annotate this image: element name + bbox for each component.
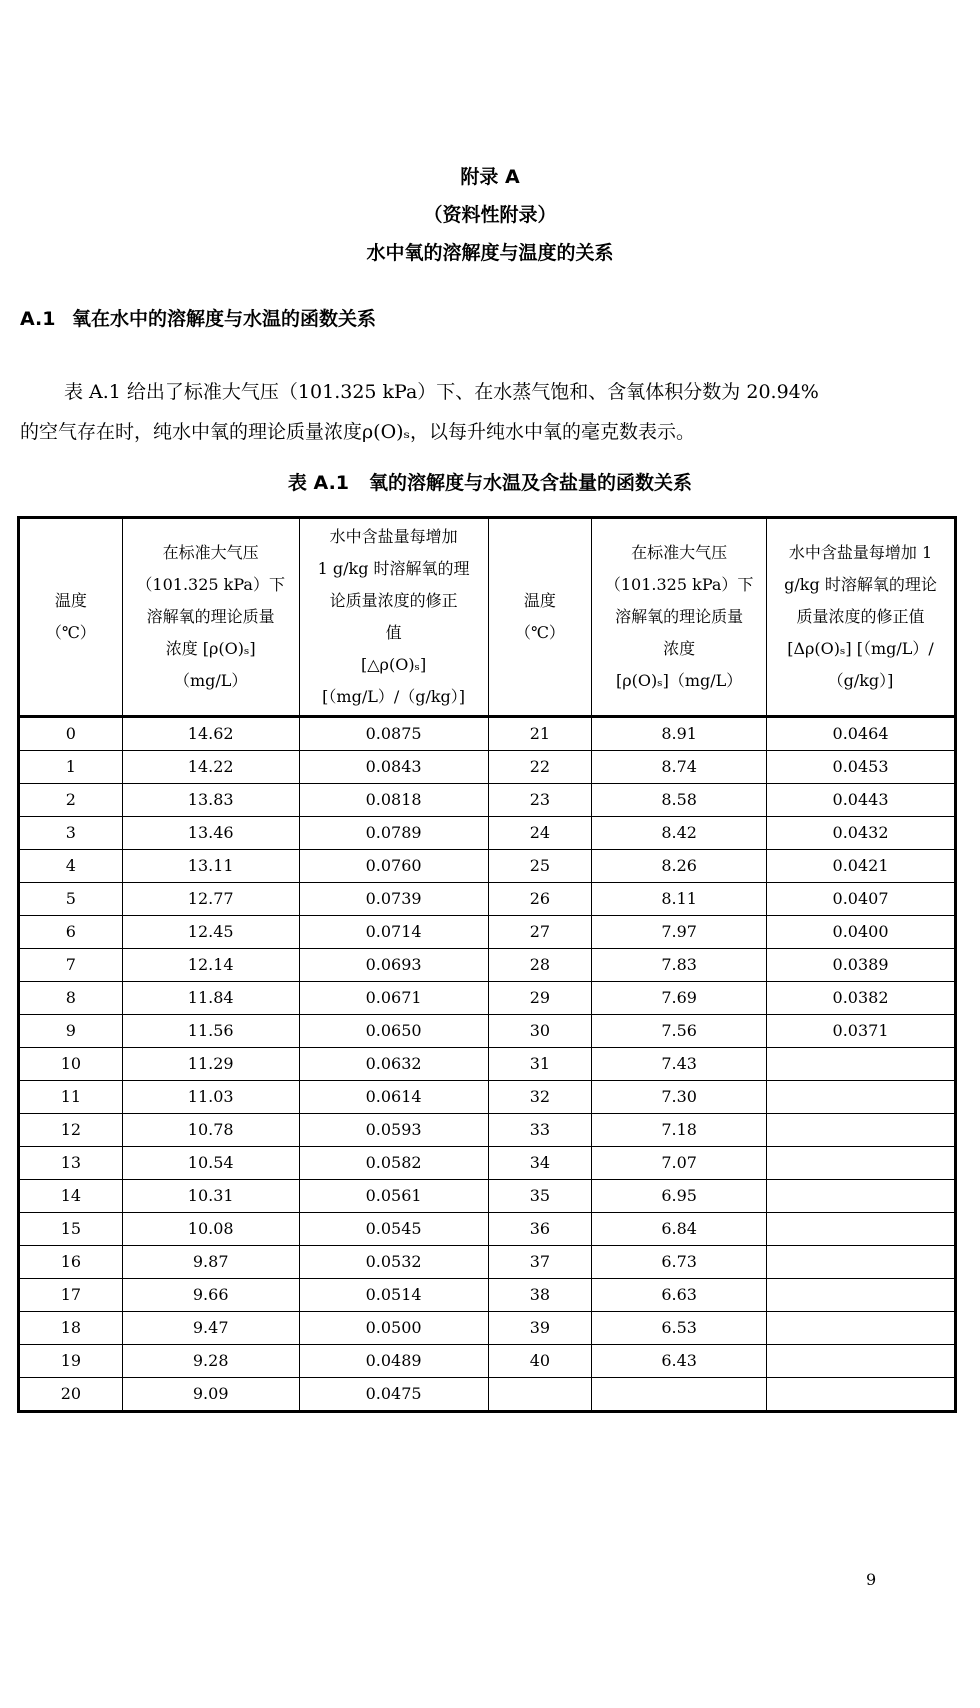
table-cell: 0.0818 xyxy=(299,784,488,817)
table-cell: 0.0532 xyxy=(299,1246,488,1279)
table-cell: 6 xyxy=(19,916,123,949)
table-cell xyxy=(767,1114,956,1147)
table-cell: 9.87 xyxy=(122,1246,299,1279)
table-cell xyxy=(767,1213,956,1246)
table-cell xyxy=(767,1147,956,1180)
table-cell: 39 xyxy=(488,1312,592,1345)
table-cell: 9.28 xyxy=(122,1345,299,1378)
header-temperature-2: 温度 （℃） xyxy=(488,518,592,717)
table-cell: 7.56 xyxy=(592,1015,767,1048)
table-cell: 10.08 xyxy=(122,1213,299,1246)
table-cell: 40 xyxy=(488,1345,592,1378)
table-cell: 13.83 xyxy=(122,784,299,817)
table-row xyxy=(19,1279,956,1312)
table-cell: 8.42 xyxy=(592,817,767,850)
table-cell: 6.95 xyxy=(592,1180,767,1213)
table-cell: 13 xyxy=(19,1147,123,1180)
header-concentration-2: 在标准大气压 （101.325 kPa）下 溶解氧的理论质量 浓度 [ρ(O)ₛ]（mg/L） xyxy=(592,518,767,717)
table-cell xyxy=(767,1246,956,1279)
table-cell: 36 xyxy=(488,1213,592,1246)
table-cell: 0.0514 xyxy=(299,1279,488,1312)
table-cell: 9.66 xyxy=(122,1279,299,1312)
table-cell: 5 xyxy=(19,883,123,916)
table-cell: 0.0545 xyxy=(299,1213,488,1246)
table-cell xyxy=(767,1312,956,1345)
table-cell: 6.84 xyxy=(592,1213,767,1246)
table-row xyxy=(19,784,956,817)
table-cell: 0.0475 xyxy=(299,1378,488,1412)
table-row xyxy=(19,1048,956,1081)
table-cell: 10 xyxy=(19,1048,123,1081)
header-correction: 水中含盐量每增加 1 g/kg 时溶解氧的理 论质量浓度的修正 值 [△ρ(O)ₛ] [（mg/L）/（g/kg）] xyxy=(299,518,488,717)
solubility-table xyxy=(17,516,957,1413)
table-cell: 10.31 xyxy=(122,1180,299,1213)
table-cell: 37 xyxy=(488,1246,592,1279)
table-cell: 11.56 xyxy=(122,1015,299,1048)
header-correction-2: 水中含盐量每增加 1 g/kg 时溶解氧的理论 质量浓度的修正值 [Δρ(O)ₛ] [（mg/L）/ （g/kg）] xyxy=(767,518,956,717)
table-cell: 6.63 xyxy=(592,1279,767,1312)
table-cell: 21 xyxy=(488,717,592,751)
table-cell: 0.0561 xyxy=(299,1180,488,1213)
table-cell: 0.0714 xyxy=(299,916,488,949)
table-cell: 9.47 xyxy=(122,1312,299,1345)
table-cell: 0.0371 xyxy=(767,1015,956,1048)
table-cell: 15 xyxy=(19,1213,123,1246)
table-cell: 7.83 xyxy=(592,949,767,982)
table-cell: 0.0582 xyxy=(299,1147,488,1180)
table-row xyxy=(19,1312,956,1345)
section-number: A.1 xyxy=(20,308,56,330)
table-row xyxy=(19,1378,956,1412)
table-row xyxy=(19,1213,956,1246)
table-cell: 0.0421 xyxy=(767,850,956,883)
header-temperature: 温度 （℃） xyxy=(19,518,123,717)
table-cell: 27 xyxy=(488,916,592,949)
table-cell: 3 xyxy=(19,817,123,850)
table-cell: 26 xyxy=(488,883,592,916)
table-cell: 6.73 xyxy=(592,1246,767,1279)
table-cell: 0.0382 xyxy=(767,982,956,1015)
table-cell: 0.0389 xyxy=(767,949,956,982)
table-cell: 0.0843 xyxy=(299,751,488,784)
table-cell: 1 xyxy=(19,751,123,784)
table-cell: 10.54 xyxy=(122,1147,299,1180)
table-cell: 14.22 xyxy=(122,751,299,784)
table-cell: 11.84 xyxy=(122,982,299,1015)
table-cell: 19 xyxy=(19,1345,123,1378)
table-row xyxy=(19,916,956,949)
page-number: 9 xyxy=(866,1570,877,1589)
appendix-subtitle: 水中氧的溶解度与温度的关系 xyxy=(366,242,614,264)
table-cell: 12.14 xyxy=(122,949,299,982)
table-cell: 7.18 xyxy=(592,1114,767,1147)
table-cell: 9 xyxy=(19,1015,123,1048)
table-cell: 7.43 xyxy=(592,1048,767,1081)
body-paragraph xyxy=(20,372,940,452)
table-cell: 20 xyxy=(19,1378,123,1412)
table-cell xyxy=(767,1081,956,1114)
table-cell xyxy=(767,1345,956,1378)
table-cell: 0.0593 xyxy=(299,1114,488,1147)
table-cell: 0.0632 xyxy=(299,1048,488,1081)
table-cell: 33 xyxy=(488,1114,592,1147)
section-heading xyxy=(20,304,376,331)
table-row xyxy=(19,1015,956,1048)
table-cell: 7.07 xyxy=(592,1147,767,1180)
table-cell: 34 xyxy=(488,1147,592,1180)
table-cell: 11.03 xyxy=(122,1081,299,1114)
table-caption-number: 表 A.1 xyxy=(287,472,350,494)
table-cell: 0.0789 xyxy=(299,817,488,850)
appendix-title: 附录 A xyxy=(460,166,520,188)
table-row xyxy=(19,817,956,850)
table-cell: 38 xyxy=(488,1279,592,1312)
table-cell: 0.0400 xyxy=(767,916,956,949)
table-cell: 0.0489 xyxy=(299,1345,488,1378)
table-cell: 17 xyxy=(19,1279,123,1312)
table-cell: 22 xyxy=(488,751,592,784)
table-cell: 7.69 xyxy=(592,982,767,1015)
table-cell: 23 xyxy=(488,784,592,817)
table-row xyxy=(19,751,956,784)
table-cell: 0.0464 xyxy=(767,717,956,751)
table-cell: 35 xyxy=(488,1180,592,1213)
table-cell: 32 xyxy=(488,1081,592,1114)
table-header-row xyxy=(19,518,956,717)
table-cell: 10.78 xyxy=(122,1114,299,1147)
table-cell: 14 xyxy=(19,1180,123,1213)
appendix-heading xyxy=(0,158,980,272)
table-cell: 11.29 xyxy=(122,1048,299,1081)
table-cell: 8.74 xyxy=(592,751,767,784)
table-row xyxy=(19,949,956,982)
table-cell: 7.97 xyxy=(592,916,767,949)
table-cell: 0.0443 xyxy=(767,784,956,817)
table-cell: 0.0739 xyxy=(299,883,488,916)
table-cell: 31 xyxy=(488,1048,592,1081)
table-cell: 7 xyxy=(19,949,123,982)
table-cell xyxy=(488,1378,592,1412)
table-cell: 12.45 xyxy=(122,916,299,949)
table-cell: 0.0693 xyxy=(299,949,488,982)
table-cell: 13.46 xyxy=(122,817,299,850)
section-title: 氧在水中的溶解度与水温的函数关系 xyxy=(72,308,377,330)
appendix-nature: （资料性附录） xyxy=(423,204,557,226)
table-row xyxy=(19,1147,956,1180)
table-cell: 6.53 xyxy=(592,1312,767,1345)
header-concentration: 在标准大气压 （101.325 kPa）下 溶解氧的理论质量 浓度 [ρ(O)ₛ] （mg/L） xyxy=(122,518,299,717)
table-row xyxy=(19,1246,956,1279)
table-cell: 8.58 xyxy=(592,784,767,817)
table-cell xyxy=(767,1279,956,1312)
table-cell: 0.0453 xyxy=(767,751,956,784)
table-cell: 8.26 xyxy=(592,850,767,883)
table-caption xyxy=(0,468,980,495)
paragraph-line-2: 的空气存在时，纯水中氧的理论质量浓度ρ(O)ₛ，以每升纯水中氧的毫克数表示。 xyxy=(20,421,695,443)
table-cell: 11 xyxy=(19,1081,123,1114)
table-cell: 0 xyxy=(19,717,123,751)
table-cell: 14.62 xyxy=(122,717,299,751)
table-cell: 29 xyxy=(488,982,592,1015)
paragraph-line-1: 表 A.1 给出了标准大气压（101.325 kPa）下、在水蒸气饱和、含氧体积分数为 20.94% xyxy=(64,381,819,403)
table-cell: 0.0407 xyxy=(767,883,956,916)
table-row xyxy=(19,982,956,1015)
table-cell: 24 xyxy=(488,817,592,850)
table-cell: 7.30 xyxy=(592,1081,767,1114)
table-cell: 0.0614 xyxy=(299,1081,488,1114)
table-row xyxy=(19,717,956,751)
table-row xyxy=(19,1180,956,1213)
table-cell xyxy=(592,1378,767,1412)
table-cell: 13.11 xyxy=(122,850,299,883)
table-cell: 8.11 xyxy=(592,883,767,916)
table-cell xyxy=(767,1378,956,1412)
table-cell: 0.0432 xyxy=(767,817,956,850)
table-cell xyxy=(767,1048,956,1081)
table-cell: 25 xyxy=(488,850,592,883)
table-cell: 16 xyxy=(19,1246,123,1279)
table-cell: 0.0875 xyxy=(299,717,488,751)
table-cell: 2 xyxy=(19,784,123,817)
table-cell: 18 xyxy=(19,1312,123,1345)
table-cell: 0.0650 xyxy=(299,1015,488,1048)
table-row xyxy=(19,1345,956,1378)
table-cell: 9.09 xyxy=(122,1378,299,1412)
table-cell: 0.0500 xyxy=(299,1312,488,1345)
table-cell: 28 xyxy=(488,949,592,982)
table-cell: 4 xyxy=(19,850,123,883)
table-cell: 12 xyxy=(19,1114,123,1147)
table-cell: 8 xyxy=(19,982,123,1015)
table-cell: 8.91 xyxy=(592,717,767,751)
table-cell xyxy=(767,1180,956,1213)
table-cell: 12.77 xyxy=(122,883,299,916)
table-cell: 0.0671 xyxy=(299,982,488,1015)
table-caption-title: 氧的溶解度与水温及含盐量的函数关系 xyxy=(369,472,693,494)
table-cell: 30 xyxy=(488,1015,592,1048)
table-row xyxy=(19,883,956,916)
table-body xyxy=(19,717,956,1412)
table-cell: 0.0760 xyxy=(299,850,488,883)
table-row xyxy=(19,850,956,883)
table-cell: 6.43 xyxy=(592,1345,767,1378)
table-row xyxy=(19,1114,956,1147)
table-row xyxy=(19,1081,956,1114)
